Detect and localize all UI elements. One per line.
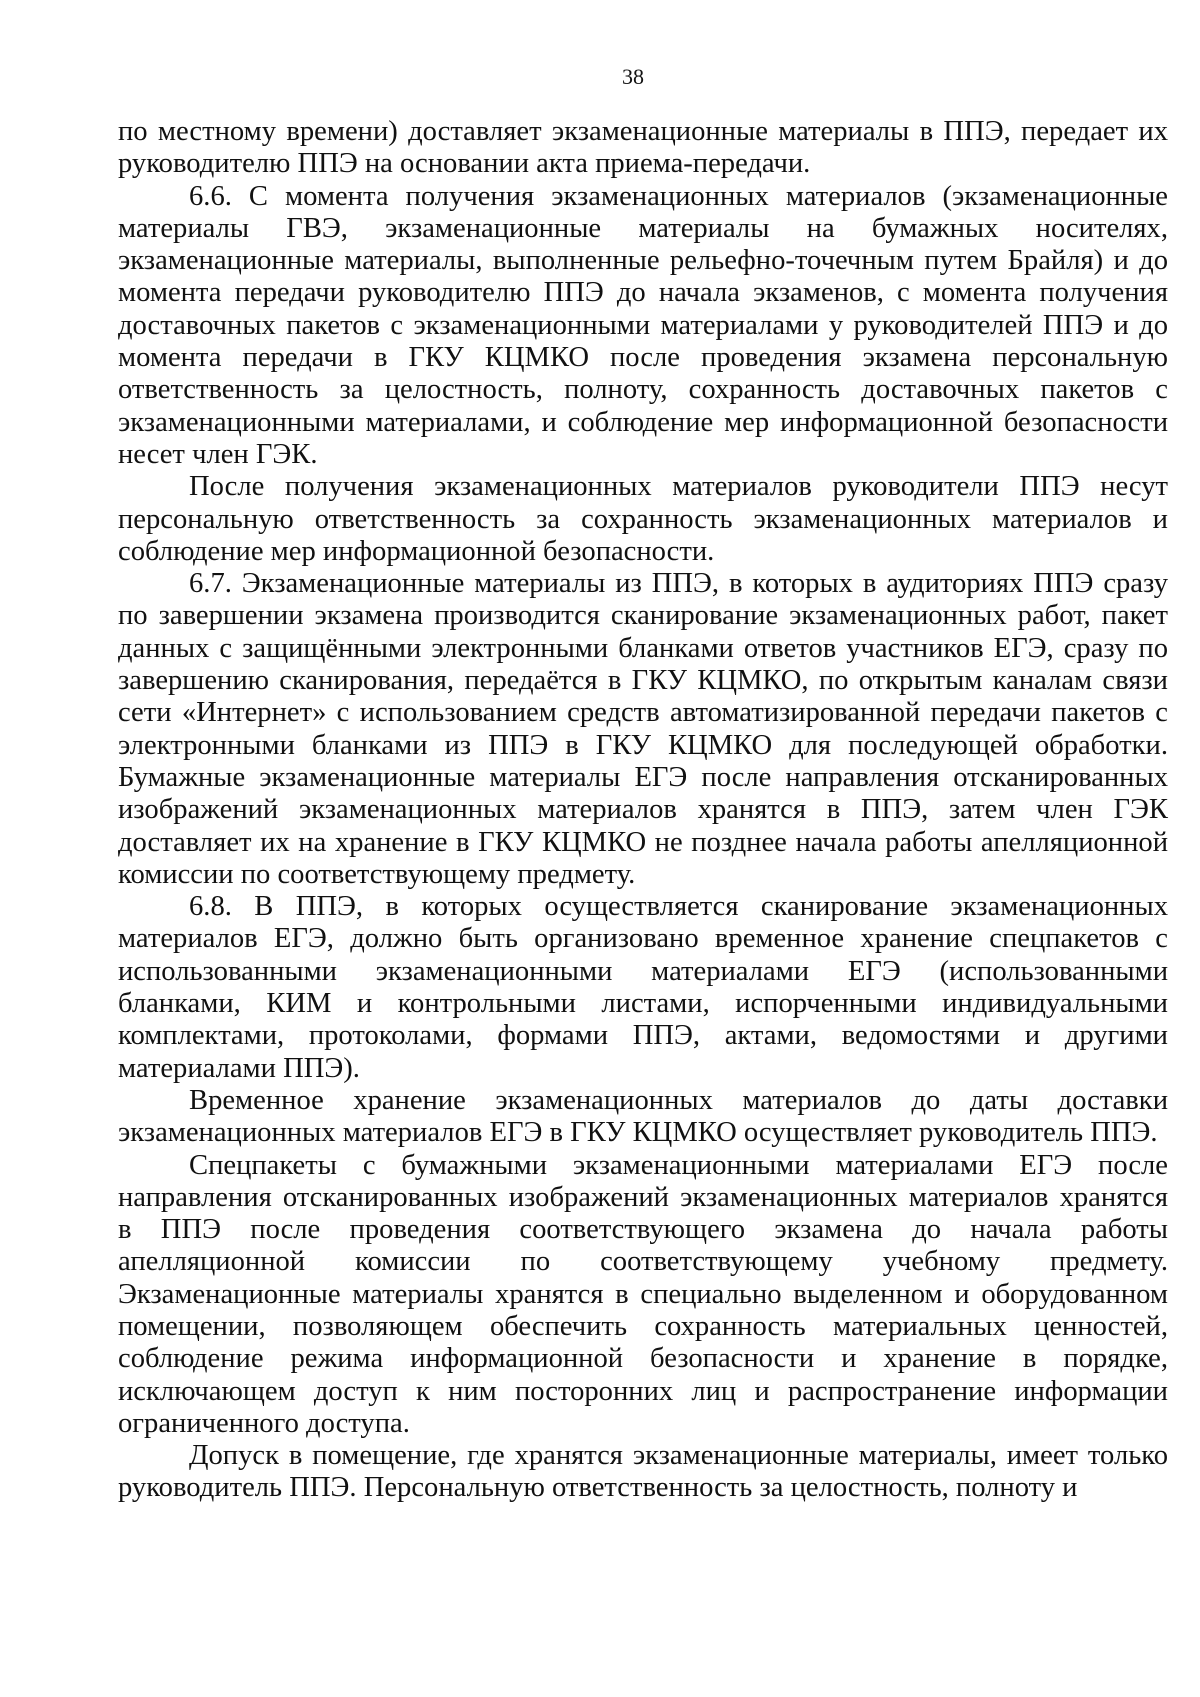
page-number: 38 [622, 64, 644, 89]
paragraph-access: Допуск в помещение, где хранятся экзаменационные материалы, имеет только руководитель ППЭ. Персональную ответственность за целостность, полноту и [118, 1440, 1168, 1504]
document-body [118, 116, 1168, 1505]
paragraph-after-receipt: После получения экзаменационных материалов руководители ППЭ несут персональную ответственность за сохранность экзаменационных материалов и соблюдение мер информационной безопасности. [118, 471, 1168, 567]
paragraph-6-7: 6.7. Экзаменационные материалы из ППЭ, в которых в аудиториях ППЭ сразу по завершении экзамена производится сканирование экзаменационных работ, пакет данных с защищёнными электронными бланками ответов участников ЕГЭ, сразу по завершению сканирования, передаётся в ГКУ КЦМКО, по открытым каналам связи сети «Интернет» с использованием средств автоматизированной передачи пакетов с электронными бланками из ППЭ в ГКУ КЦМКО для последующей обработки. Бумажные экзаменационные материалы ЕГЭ после направления отсканированных изображений экзаменационных материалов хранятся в ППЭ, затем член ГЭК доставляет их на хранение в ГКУ КЦМКО не позднее начала работы апелляционной комиссии по соответствующему предмету. [118, 568, 1168, 890]
paragraph-temporary-storage: Временное хранение экзаменационных материалов до даты доставки экзаменационных материалов ЕГЭ в ГКУ КЦМКО осуществляет руководитель ППЭ. [118, 1084, 1168, 1149]
paragraph-special-packages: Спецпакеты с бумажными экзаменационными материалами ЕГЭ после направления отсканированных изображений экзаменационных материалов хранятся в ППЭ после проведения соответствующего экзамена до начала работы апелляционной комиссии по соответствующему учебному предмету. Экзаменационные материалы хранятся в специально выделенном и оборудованном помещении, позволяющем обеспечить сохранность материальных ценностей, соблюдение режима информационной безопасности и хранение в порядке, исключающем доступ к ним посторонних лиц и распространение информации ограниченного доступа. [118, 1149, 1168, 1439]
paragraph-6-6: 6.6. С момента получения экзаменационных материалов (экзаменационные материалы ГВЭ, экзаменационные материалы на бумажных носителях, экзаменационные материалы, выполненные рельефно-точечным путем Брайля) и до момента передачи руководителю ППЭ до начала экзаменов, с момента получения доставочных пакетов с экзаменационными материалами у руководителей ППЭ и до момента передачи в ГКУ КЦМКО после проведения экзамена персональную ответственность за целостность, полноту, сохранность доставочных пакетов с экзаменационными материалами, и соблюдение мер информационной безопасности несет член ГЭК. [118, 180, 1168, 470]
paragraph-continuation: по местному времени) доставляет экзаменационные материалы в ППЭ, передает их руководителю ППЭ на основании акта приема-передачи. [118, 116, 1168, 180]
paragraph-6-8: 6.8. В ППЭ, в которых осуществляется сканирование экзаменационных материалов ЕГЭ, должно быть организовано временное хранение спецпакетов с использованными экзаменационными материалами ЕГЭ (использованными бланками, КИМ и контрольными листами, испорченными индивидуальными комплектами, протоколами, формами ППЭ, актами, ведомостями и другими материалами ППЭ). [118, 891, 1168, 1084]
